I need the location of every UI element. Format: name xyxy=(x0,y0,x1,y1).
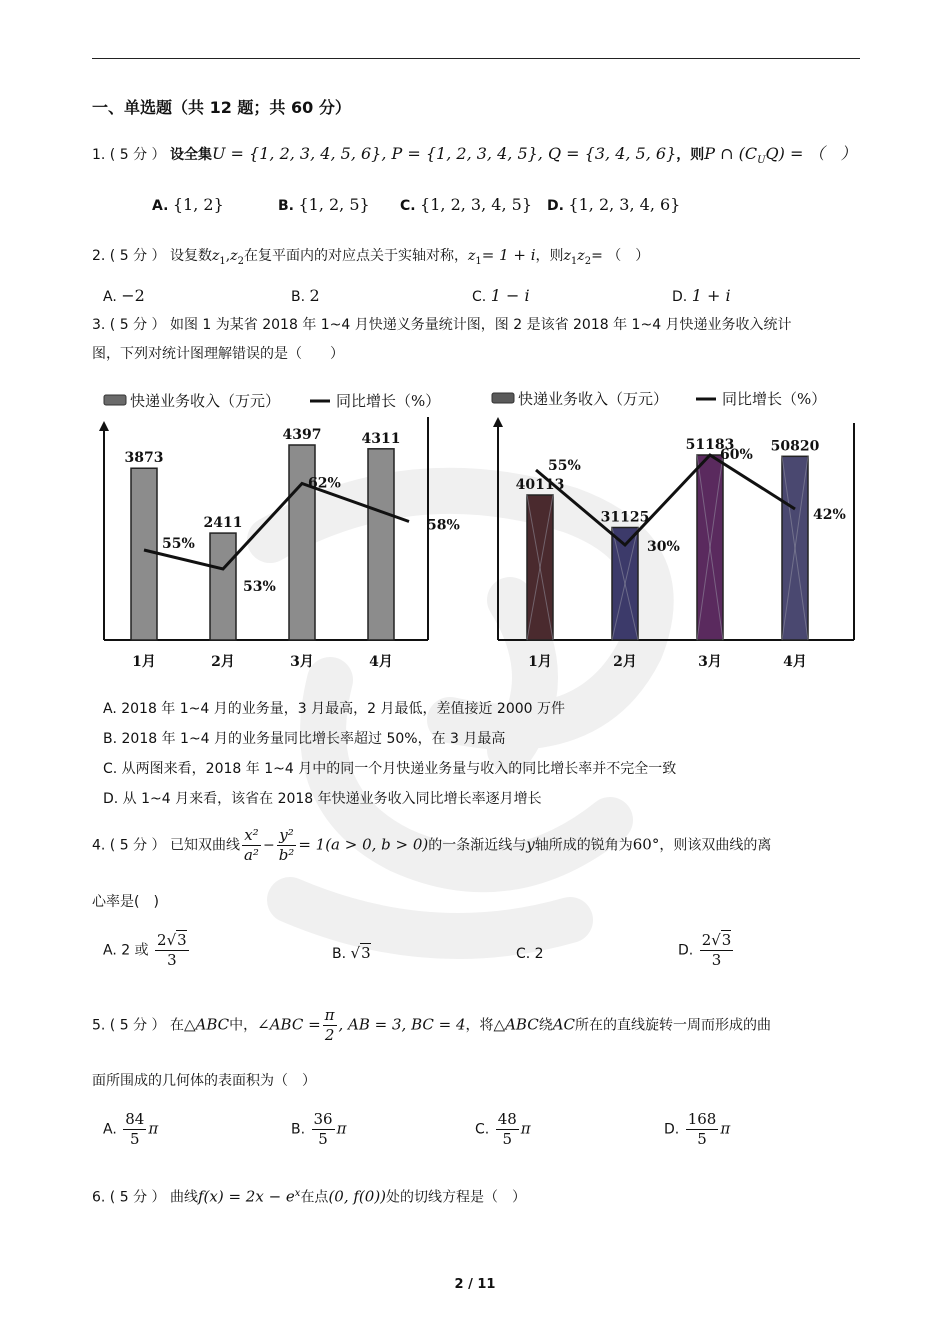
section-title: 一、单选题（共 12 题；共 60 分） xyxy=(92,98,351,117)
bar xyxy=(210,533,236,640)
bar xyxy=(289,445,315,640)
x-tick-label: 1月 xyxy=(132,654,156,670)
bar-value-label: 51183 xyxy=(685,437,735,453)
q4-option-b[interactable]: B. √3 xyxy=(332,944,371,962)
x-tick-label: 2月 xyxy=(211,654,235,670)
q1-option-d[interactable]: D. {1, 2, 3, 4, 6} xyxy=(547,195,681,214)
x-tick-label: 4月 xyxy=(369,654,393,670)
q4-option-c[interactable]: C. 2 xyxy=(516,946,544,962)
question-5: 5. ( 5 分 ） 在△ABC中，∠ABC = $\frac{\pi}{2}$ , AB = 3, BC = 4，将△ABC绕AC所在的直线旋转一周而形成的曲 xyxy=(92,1006,771,1044)
bar xyxy=(368,449,394,640)
q1-option-c[interactable]: C. {1, 2, 3, 4, 5} xyxy=(400,195,532,214)
legend-bar-label: 快递业务收入（万元） xyxy=(130,392,281,410)
chart-2 xyxy=(488,383,858,685)
q5-option-d[interactable]: D. $\frac{168}{5}$ π xyxy=(664,1110,731,1148)
q3-option-c[interactable]: C. 从两图来看，2018 年 1~4 月中的同一个月快递业务量与收入的同比增长率并不完全一致 xyxy=(103,761,677,777)
q2-option-d[interactable]: D. 1 + i xyxy=(672,286,731,305)
bar-value-label: 4311 xyxy=(361,430,401,447)
q1-lead: 设全集 xyxy=(169,147,212,163)
bar-value-label: 40113 xyxy=(515,477,565,494)
q1-math: U = {1, 2, 3, 4, 5, 6}, P = {1, 2, 3, 4, 5}, Q = {3, 4, 5, 6} xyxy=(211,144,677,163)
growth-label: 60% xyxy=(720,447,753,463)
bar-value-label: 31125 xyxy=(600,509,650,526)
x-tick-label: 3月 xyxy=(698,654,722,670)
q1-prefix: 1. ( 5 分 ） xyxy=(92,147,166,163)
q1-sub: U xyxy=(757,154,766,166)
q5-option-b[interactable]: B. $\frac{36}{5}$ π xyxy=(291,1110,347,1148)
question-6: 6. ( 5 分 ） 曲线$f(x) = 2x - e^x$在点(0, f(0))处的切线方程是（ ） xyxy=(92,1187,527,1206)
y-axis-arrow xyxy=(99,421,109,431)
q4-option-d[interactable]: D. $\frac{2√3}{3}$ xyxy=(678,931,732,969)
question-3-line2: 图，下列对统计图理解错误的是（ ） xyxy=(92,346,344,362)
question-4: 4. ( 5 分 ） 已知双曲线 $\frac{\text{x²}}{\text{a²}}$ − $\frac{\text{y²}}{\text{b²}}$ = 1(a > 0, b > 0)的一条渐近线与y轴所成的锐角为60°，则该双曲线的离 xyxy=(92,826,772,864)
q3-option-b[interactable]: B. 2018 年 1~4 月的业务量同比增长率超过 50%，在 3 月最高 xyxy=(103,731,506,747)
growth-label: 55% xyxy=(548,458,581,474)
question-3: 3. ( 5 分 ） 如图 1 为某省 2018 年 1~4 月快递义务量统计图，图 2 是该省 2018 年 1~4 月快递业务收入统计 xyxy=(92,317,792,333)
legend-bar-swatch xyxy=(104,395,126,405)
x-tick-label: 3月 xyxy=(290,654,314,670)
q1-expr: P ∩ (C xyxy=(704,144,758,163)
growth-label: 58% xyxy=(427,517,460,534)
growth-label: 30% xyxy=(647,539,680,555)
question-2: 2. ( 5 分 ） 设复数$z_1,z_2$在复平面内的对应点关于实轴对称，$z_1= 1 + i$，则$z_1z_2=$ （ ） xyxy=(92,246,650,267)
bar-value-label: 3873 xyxy=(124,450,164,467)
question-5-line2: 面所围成的几何体的表面积为（ ） xyxy=(92,1073,316,1089)
x-tick-label: 1月 xyxy=(528,654,552,670)
y-axis-arrow xyxy=(493,417,503,427)
chart-1 xyxy=(96,385,460,685)
bar-value-label: 2411 xyxy=(203,515,243,532)
q5-option-c[interactable]: C. $\frac{48}{5}$ π xyxy=(475,1110,531,1148)
q5-option-a[interactable]: A. $\frac{84}{5}$ π xyxy=(103,1110,159,1148)
page-number: 2 / 11 xyxy=(454,1277,496,1292)
growth-label: 55% xyxy=(162,536,195,552)
q2-option-c[interactable]: C. 1 − i xyxy=(472,286,530,305)
q4-option-a[interactable]: A. 2 或 $\frac{2√3}{3}$ xyxy=(103,931,187,969)
q3-option-d[interactable]: D. 从 1~4 月来看，该省在 2018 年快递业务收入同比增长率逐月增长 xyxy=(103,791,542,807)
question-1 xyxy=(92,144,856,171)
q3-option-a[interactable]: A. 2018 年 1~4 月的业务量，3 月最高，2 月最低，差值接近 2000 万件 xyxy=(103,701,565,717)
q1-option-a[interactable]: A. {1, 2} xyxy=(152,195,224,214)
q1-mid: ，则 xyxy=(676,147,705,163)
growth-label: 62% xyxy=(308,475,341,492)
q2-option-a[interactable]: A. −2 xyxy=(103,286,145,305)
legend-bar-label: 快递业务收入（万元） xyxy=(518,390,669,408)
question-4-line2: 心率是( ) xyxy=(92,894,159,910)
bar-value-label: 4397 xyxy=(282,427,322,443)
growth-label: 42% xyxy=(813,507,846,523)
q2-option-b[interactable]: B. 2 xyxy=(291,286,320,305)
q1-expr2: Q) = （ ） xyxy=(765,144,857,163)
header-rule xyxy=(92,58,860,59)
q1-option-b[interactable]: B. {1, 2, 5} xyxy=(278,195,370,214)
growth-label: 53% xyxy=(243,579,276,595)
x-tick-label: 2月 xyxy=(613,654,637,670)
legend-bar-swatch xyxy=(492,393,514,403)
x-tick-label: 4月 xyxy=(783,654,807,670)
legend-line-label: 同比增长（%） xyxy=(722,390,827,408)
bar xyxy=(131,468,157,640)
legend-line-label: 同比增长（%） xyxy=(336,392,441,410)
bar-value-label: 50820 xyxy=(770,438,820,455)
